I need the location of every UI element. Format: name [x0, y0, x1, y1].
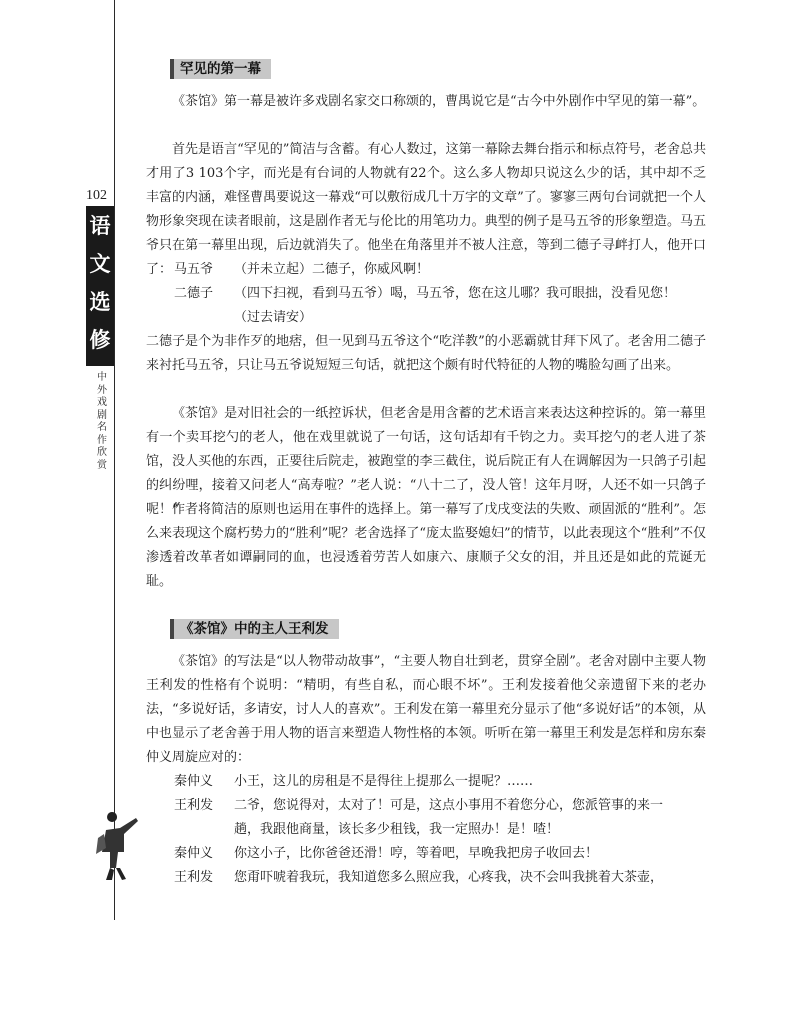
- series-char-4: 修: [89, 327, 111, 352]
- dialogue-speaker: 王利发: [174, 798, 214, 813]
- opera-figure-illustration: [88, 808, 146, 882]
- paragraph: 《茶馆》是对旧社会的一纸控诉状，但老舍是用含蓄的艺术语言来表达这种控诉的。第一幕里有一个卖耳挖勺的老人，他在戏里就说了一句话，这句话却有千钧之力。卖耳挖勺的老人进了茶馆，没人买他的东西，正要往后院走，被跑堂的李三截住，说后院正有人在调解因为一只鸽子引起的纠纷哩，接着又问老人“高寿啦？”老人说：“八十二了，没人管！这年月呀，人还不如一只鸽子呢！”: [146, 406, 706, 517]
- dialogue-speaker: 二德子: [174, 286, 214, 301]
- dialogue-text: 小王，这儿的房租是不是得往上提那么一提呢？……: [234, 774, 534, 789]
- dialogue-line: [174, 282, 714, 306]
- section-heading-first-act: 罕见的第一幕: [170, 59, 271, 79]
- dialogue-text: （过去请安）: [234, 310, 313, 325]
- subtitle-char: 欣: [97, 447, 107, 458]
- dialogue-line: [174, 866, 714, 890]
- dialogue-line: [174, 306, 714, 330]
- dialogue-line: [174, 258, 714, 282]
- dialogue-text: （并未立起）二德子，你威风啊！: [234, 262, 430, 277]
- book-subtitle: [96, 372, 108, 472]
- paragraph: 《茶馆》的写法是“以人物带动故事”，“主要人物自壮到老，贯穿全剧”。老舍对剧中主要人物王利发的性格有个说明：“精明，有些自私，而心眼不坏”。王利发接着他父亲遗留下来的老办法，“多说好话，多请安，讨人人的喜欢”。王利发在第一幕里充分显示了他“多说好话”的本领，从中也显示了老舍善于用人物的语言来塑造人物性格的本领。听听在第一幕里王利发是怎样和房东秦仲义周旋应对的：: [146, 654, 706, 765]
- subtitle-char: 戏: [97, 397, 107, 408]
- paragraph: 作者将简洁的原则也运用在事件的选择上。第一幕写了戊戌变法的失败、顽固派的“胜利”。怎么来表现这个腐朽势力的“胜利”呢？老舍选择了“庞太监娶媳妇”的情节，以此表现这个“胜利”不仅渗透着改革者如谭嗣同的血，也浸透着劳苦人如康六、康顺子父女的泪，并且还是如此的荒诞无耻。: [146, 502, 706, 589]
- subtitle-char: 中: [97, 372, 107, 383]
- dialogue-speaker: 秦仲义: [174, 846, 214, 861]
- dialogue-line: [174, 842, 714, 866]
- dialogue-line: [174, 818, 714, 842]
- paragraph: 二德子是个为非作歹的地痞，但一见到马五爷这个“吃洋教”的小恶霸就甘拜下风了。老舍用二德子来衬托马五爷，只让马五爷说短短三句话，就把这个颇有时代特征的人物的嘴脸勾画了出来。: [146, 334, 706, 373]
- dialogue-speaker: 马五爷: [174, 262, 214, 277]
- page-number: 102: [86, 188, 107, 203]
- paragraph: 首先是语言“罕见的”简洁与含蓄。有心人数过，这第一幕除去舞台指示和标点符号，老舍总共才用了3 103个字，而光是有台词的人物就有22个。这么多人物却只说这么少的话，其中却不乏丰富的内涵，难怪曹禺要说这一幕戏“可以敷衍成几十万字的文章”了。寥寥三两句台词就把一个人物形象突现在读者眼前，这是剧作者无与伦比的用笔功力。典型的例子是马五爷的形象塑造。马五爷只在第一幕里出现，后边就消失了。他坐在角落里并不被人注意，等到二德子寻衅打人，他开口了：: [146, 142, 706, 277]
- dialogue-line: [174, 794, 714, 818]
- subtitle-char: 外: [97, 384, 107, 396]
- paragraph: 《茶馆》第一幕是被许多戏剧名家交口称颂的，曹禺说它是“古今中外剧作中罕见的第一幕”。: [172, 94, 706, 109]
- subtitle-char: 赏: [97, 459, 107, 471]
- series-char-3: 选: [89, 289, 111, 314]
- section-heading-wang-lifa: 《茶馆》中的主人王利发: [170, 619, 339, 639]
- dialogue-text: （四下扫视，看到马五爷）喝，马五爷，您在这儿哪？我可眼拙，没看见您！: [234, 286, 677, 301]
- dialogue-speaker: 秦仲义: [174, 774, 214, 789]
- dialogue-text: 你这小子，比你爸爸还滑！哼，等着吧，早晚我把房子收回去！: [234, 846, 599, 861]
- dialogue-line: [174, 770, 714, 794]
- margin-rule: [114, 0, 115, 920]
- subtitle-char: 作: [97, 434, 107, 446]
- dialogue-speaker: 王利发: [174, 870, 214, 885]
- series-char-1: 语: [89, 213, 111, 238]
- subtitle-char: 名: [97, 422, 107, 433]
- dialogue-text: 您甭吓唬着我玩，我知道您多么照应我，心疼我，决不会叫我挑着大茶壶，: [234, 870, 664, 885]
- series-char-2: 文: [89, 251, 111, 276]
- subtitle-char: 剧: [97, 409, 107, 421]
- dialogue-text: 趟，我跟他商量，该长多少租钱，我一定照办！是！喳！: [234, 822, 560, 837]
- dialogue-text: 二爷，您说得对，太对了！可是，这点小事用不着您分心，您派管事的来一: [234, 798, 664, 813]
